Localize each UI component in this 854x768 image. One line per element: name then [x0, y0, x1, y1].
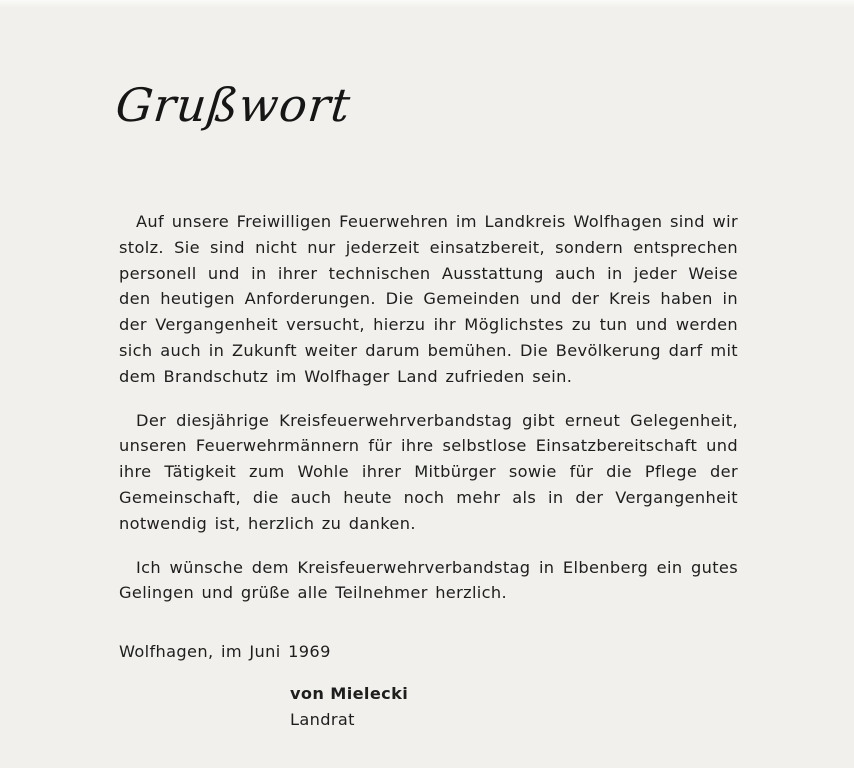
page-top-edge	[0, 0, 854, 8]
paragraph-3: Ich wünsche dem Kreisfeuerwehrverbandstag in Elbenberg ein gutes Gelingen und grüße alle Teilnehmer herzlich.	[119, 557, 738, 603]
signer-role: Landrat	[290, 710, 355, 729]
paragraph-1: Auf unsere Freiwilligen Feuerwehren im Landkreis Wolfhagen sind wir stolz. Sie sind nicht nur jederzeit einsatzbereit, sondern entsprechen personell und in ihrer technischen Ausstattung auch in jeder Weise den heutigen Anforderungen. Die Gemeinden und der Kreis haben in der Vergangenheit versucht, hierzu ihr Möglichstes zu tun und werden sich auch in Zukunft weiter darum bemühen. Die Bevölkerung darf mit dem Brandschutz im Wolfhager Land zufrieden sein.	[119, 212, 738, 386]
signer-name: von Mielecki	[290, 684, 409, 703]
paragraph-2: Der diesjährige Kreisfeuerwehrverbandstag gibt erneut Gelegenheit, unseren Feuerwehrmännern für ihre selbstlose Einsatzbereitschaft und ihre Tätigkeit zum Wohle ihrer Mitbürger sowie für die Pflege der Gemeinschaft, die auch heute noch mehr als in der Vergangenheit notwendig ist, herzlich zu danken.	[119, 410, 738, 533]
document-title: Grußwort	[113, 78, 354, 132]
document-body	[119, 209, 738, 624]
dateline: Wolfhagen, im Juni 1969	[119, 642, 331, 661]
